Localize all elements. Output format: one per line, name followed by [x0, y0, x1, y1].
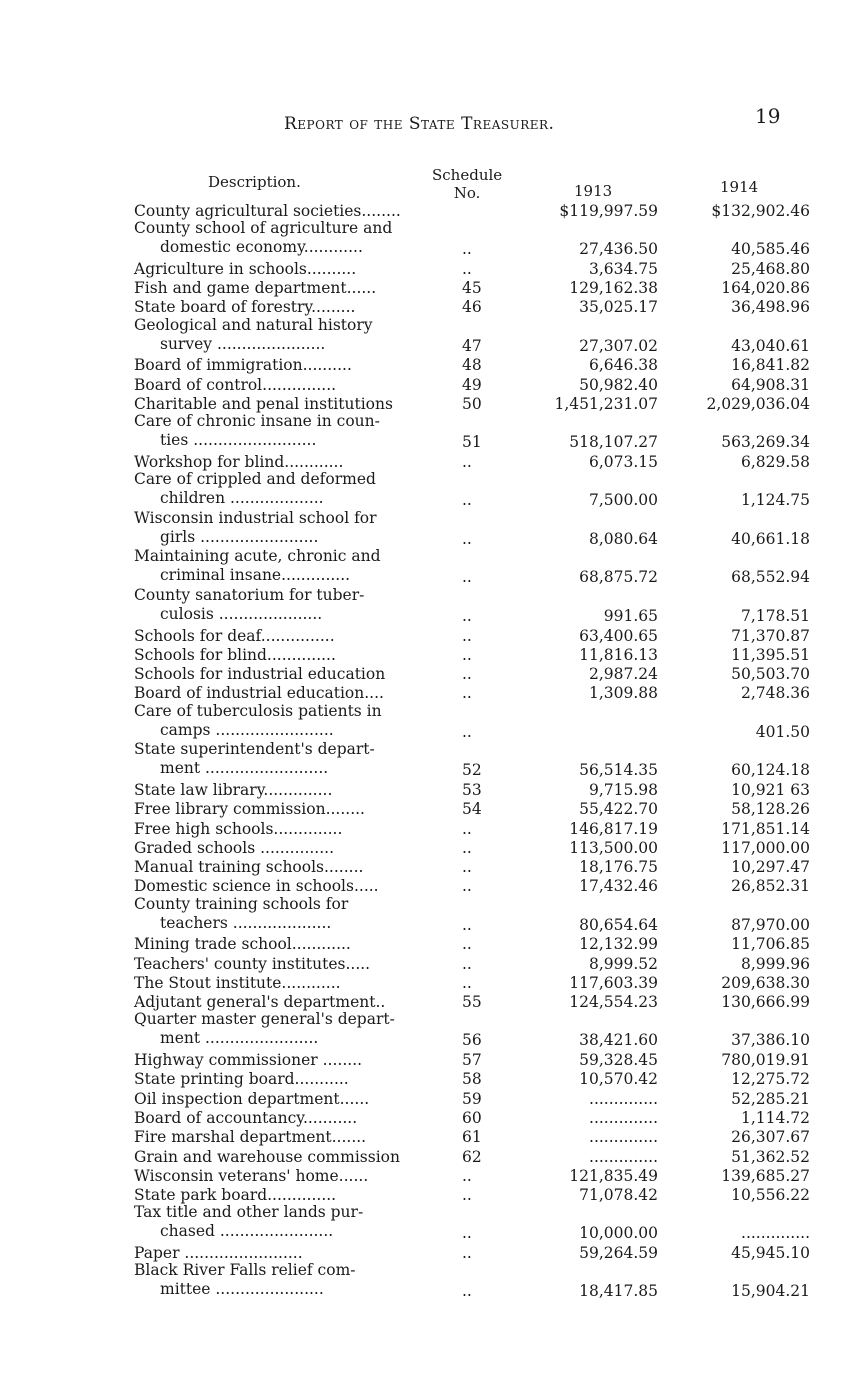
row-value-1913: 27,436.50: [579, 240, 658, 259]
row-description-line1: Teachers' county institutes.....: [134, 954, 371, 973]
row-description-line1: State park board..............: [134, 1186, 337, 1205]
row-description-line1: Highway commissioner ........: [134, 1051, 363, 1070]
row-value-1914: 139,685.27: [721, 1166, 810, 1185]
row-value-1914: 11,706.85: [731, 935, 810, 954]
table-row: [0, 470, 867, 509]
column-header-schedule-label: Schedule: [432, 166, 503, 184]
row-description-line1: Schools for blind..............: [134, 645, 336, 664]
row-value-1913: ..............: [589, 1108, 658, 1127]
table-row: [0, 509, 867, 548]
row-description-line1: Maintaining acute, chronic and: [134, 547, 381, 566]
row-value-1913: 9,715.98: [588, 780, 658, 799]
table-row: [0, 1203, 867, 1242]
row-description: [134, 376, 452, 395]
row-value-1914: 37,386.10: [731, 1031, 810, 1050]
row-description: [134, 665, 452, 684]
row-value-1914: 25,468.80: [731, 259, 810, 278]
row-description-line2: teachers ....................: [160, 913, 332, 932]
row-description-line2: criminal insane..............: [160, 566, 351, 585]
row-value-1914: 60,124.18: [731, 761, 810, 780]
row-schedule-no: 50: [462, 394, 482, 413]
row-value-1913: 121,835.49: [569, 1166, 658, 1185]
row-description: [134, 316, 452, 354]
row-description: [134, 1070, 452, 1089]
row-schedule-no: ..: [462, 606, 472, 625]
row-value-1913: 1,451,231.07: [554, 394, 658, 413]
table-row: [0, 818, 867, 837]
row-description-line1: County training schools for: [134, 894, 349, 913]
row-schedule-no: 62: [462, 1147, 482, 1166]
row-value-1914: 26,307.67: [731, 1128, 810, 1147]
row-schedule-no: ..: [462, 626, 472, 645]
row-description-line2: survey ......................: [160, 334, 326, 353]
row-value-1913: $119,997.59: [559, 202, 658, 220]
row-description-line1: County agricultural societies........: [134, 202, 401, 220]
row-value-1914: 40,661.18: [731, 529, 810, 548]
table-row: [0, 200, 867, 219]
row-schedule-no: ..: [462, 819, 472, 838]
row-schedule-no: ..: [462, 858, 472, 877]
row-description: [134, 586, 452, 624]
row-description-line2: ment .......................: [160, 1029, 319, 1048]
row-value-1913: 18,417.85: [579, 1282, 658, 1301]
row-value-1914: 50,503.70: [731, 665, 810, 684]
row-value-1914: ..............: [741, 1224, 810, 1243]
row-description-line2: chased .......................: [160, 1222, 334, 1241]
row-schedule-no: 53: [462, 780, 482, 799]
row-value-1914: 68,552.94: [731, 568, 810, 587]
row-value-1913: 7,500.00: [588, 491, 658, 510]
row-value-1914: 12,275.72: [731, 1070, 810, 1089]
row-value-1913: 35,025.17: [579, 298, 658, 317]
row-description-line1: Workshop for blind............: [134, 452, 344, 471]
row-description: [134, 1148, 452, 1167]
row-value-1913: 80,654.64: [579, 915, 658, 934]
row-value-1914: 401.50: [755, 722, 810, 741]
row-value-1914: 2,029,036.04: [706, 394, 810, 413]
row-value-1913: 63,400.65: [579, 626, 658, 645]
row-value-1913: 71,078.42: [579, 1186, 658, 1205]
row-value-1914: 40,585.46: [731, 240, 810, 259]
row-value-1913: 50,982.40: [579, 375, 658, 394]
row-value-1914: $132,902.46: [711, 202, 810, 220]
table-row: [0, 875, 867, 894]
row-value-1913: 129,162.38: [569, 279, 658, 298]
row-value-1914: 209,638.30: [721, 973, 810, 992]
row-value-1914: 64,908.31: [731, 375, 810, 394]
row-value-1914: 2,748.36: [740, 684, 810, 703]
table-row: [0, 1165, 867, 1184]
table-row: [0, 779, 867, 798]
table-body: [0, 200, 867, 1300]
row-description: [134, 740, 452, 778]
row-value-1913: 6,073.15: [588, 452, 658, 471]
row-description: [134, 1109, 452, 1128]
table-row: [0, 644, 867, 663]
row-schedule-no: ..: [462, 259, 472, 278]
row-value-1914: 16,841.82: [731, 356, 810, 375]
table-row: [0, 586, 867, 625]
row-value-1914: 563,269.34: [721, 433, 810, 452]
row-description-line1: Schools for industrial education: [134, 665, 386, 684]
table-row: [0, 258, 867, 277]
row-schedule-no: 47: [462, 336, 482, 355]
row-description: [134, 1244, 452, 1263]
row-schedule-no: ..: [462, 568, 472, 587]
row-description-line1: Schools for deaf...............: [134, 626, 335, 645]
row-value-1914: 10,556.22: [731, 1186, 810, 1205]
table-row: [0, 1088, 867, 1107]
row-value-1913: 38,421.60: [579, 1031, 658, 1050]
table-row: [0, 1261, 867, 1300]
row-description-line1: Mining trade school............: [134, 935, 351, 954]
row-description: [134, 684, 452, 703]
table-row: [0, 1107, 867, 1126]
row-schedule-no: ..: [462, 1166, 472, 1185]
row-description-line1: Board of industrial education....: [134, 684, 384, 703]
table-row: [0, 1184, 867, 1203]
row-description: [134, 1128, 452, 1147]
table-row: [0, 663, 867, 682]
table-row: [0, 856, 867, 875]
row-value-1913: 518,107.27: [569, 433, 658, 452]
row-description-line1: The Stout institute............: [134, 973, 341, 992]
row-description: [134, 1010, 452, 1048]
row-value-1913: 1,309.88: [588, 684, 658, 703]
row-value-1914: 8,999.96: [740, 954, 810, 973]
row-value-1913: 10,570.42: [579, 1070, 658, 1089]
row-description: [134, 1261, 452, 1299]
row-value-1913: ..............: [589, 1147, 658, 1166]
row-value-1914: 117,000.00: [721, 838, 810, 857]
row-value-1914: 171,851.14: [721, 819, 810, 838]
row-description: [134, 395, 452, 414]
row-description-line1: Free library commission........: [134, 800, 365, 819]
row-value-1913: 146,817.19: [569, 819, 658, 838]
table-row: [0, 219, 867, 258]
row-schedule-no: 55: [462, 993, 482, 1012]
table-row: [0, 296, 867, 315]
row-value-1914: 7,178.51: [740, 606, 810, 625]
row-value-1913: 2,987.24: [588, 665, 658, 684]
row-description-line1: Adjutant general's department..: [134, 993, 386, 1012]
row-value-1913: 991.65: [603, 606, 658, 625]
row-description: [134, 219, 452, 257]
table-row: [0, 277, 867, 296]
row-value-1913: 10,000.00: [579, 1224, 658, 1243]
row-description: [134, 646, 452, 665]
row-description: [134, 1203, 452, 1241]
row-description: [134, 1167, 452, 1186]
table-row: [0, 1126, 867, 1145]
page-title: Report of the State Treasurer.: [284, 114, 555, 134]
row-value-1913: 3,634.75: [588, 259, 658, 278]
row-description-line1: Geological and natural history: [134, 315, 373, 334]
row-description-line1: Graded schools ...............: [134, 838, 335, 857]
row-description-line1: County sanatorium for tuber-: [134, 585, 365, 604]
row-schedule-no: ..: [462, 491, 472, 510]
row-description-line1: County school of agriculture and: [134, 219, 393, 238]
row-description-line2: culosis .....................: [160, 604, 323, 623]
column-header-schedule: [432, 166, 502, 202]
row-description: [134, 820, 452, 839]
row-schedule-no: 49: [462, 375, 482, 394]
row-description-line1: Wisconsin veterans' home......: [134, 1166, 369, 1185]
row-description: [134, 877, 452, 896]
column-header-1913: 1913: [574, 182, 613, 200]
row-schedule-no: 48: [462, 356, 482, 375]
row-value-1913: 55,422.70: [579, 800, 658, 819]
row-value-1913: ..............: [589, 1128, 658, 1147]
row-value-1913: 59,264.59: [579, 1244, 658, 1263]
row-description: [134, 955, 452, 974]
row-schedule-no: ..: [462, 1224, 472, 1243]
row-description-line1: State law library..............: [134, 780, 333, 799]
row-description-line1: Oil inspection department......: [134, 1089, 370, 1108]
row-value-1914: 71,370.87: [731, 626, 810, 645]
row-value-1914: 10,921 63: [731, 780, 810, 799]
row-description-line1: Care of chronic insane in coun-: [134, 412, 380, 431]
row-description-line2: girls ........................: [160, 527, 319, 546]
row-description: [134, 781, 452, 800]
row-schedule-no: 46: [462, 298, 482, 317]
table-row: [0, 1068, 867, 1087]
row-description-line1: Domestic science in schools.....: [134, 877, 379, 896]
table-row: [0, 412, 867, 451]
row-schedule-no: 58: [462, 1070, 482, 1089]
page-number: 19: [755, 104, 781, 128]
row-description: [134, 298, 452, 317]
table-row: [0, 972, 867, 991]
row-schedule-no: ..: [462, 915, 472, 934]
row-description-line1: State printing board...........: [134, 1070, 349, 1089]
table-row: [0, 393, 867, 412]
row-value-1913: 124,554.23: [569, 993, 658, 1012]
row-description-line1: Board of accountancy...........: [134, 1108, 358, 1127]
row-value-1913: 113,500.00: [569, 838, 658, 857]
row-description-line1: Fish and game department......: [134, 279, 377, 298]
row-description: [134, 839, 452, 858]
page-header: [0, 104, 867, 134]
row-description: [134, 453, 452, 472]
row-value-1913: 18,176.75: [579, 858, 658, 877]
row-description: [134, 470, 452, 508]
row-value-1914: 87,970.00: [731, 915, 810, 934]
row-value-1914: 10,297.47: [731, 858, 810, 877]
column-header-1914: 1914: [720, 178, 759, 196]
row-value-1913: 117,603.39: [569, 973, 658, 992]
table-row: [0, 374, 867, 393]
row-value-1913: 6,646.38: [588, 356, 658, 375]
row-description: [134, 800, 452, 819]
row-schedule-no: ..: [462, 954, 472, 973]
row-description-line1: Grain and warehouse commission: [134, 1147, 400, 1166]
row-schedule-no: ..: [462, 722, 472, 741]
row-description: [134, 993, 452, 1012]
row-schedule-no: 56: [462, 1031, 482, 1050]
table-row: [0, 354, 867, 373]
row-value-1914: 58,128.26: [731, 800, 810, 819]
row-description: [134, 412, 452, 450]
row-description-line1: Board of immigration..........: [134, 356, 352, 375]
row-description-line2: ment .........................: [160, 759, 329, 778]
row-schedule-no: ..: [462, 1244, 472, 1263]
row-value-1913: 12,132.99: [579, 935, 658, 954]
row-schedule-no: ..: [462, 529, 472, 548]
row-value-1914: 51,362.52: [731, 1147, 810, 1166]
table-row: [0, 1146, 867, 1165]
row-schedule-no: ..: [462, 935, 472, 954]
table-row: [0, 953, 867, 972]
row-description-line1: Free high schools..............: [134, 819, 343, 838]
row-description-line1: Tax title and other lands pur-: [134, 1203, 364, 1222]
row-description: [134, 547, 452, 585]
row-schedule-no: ..: [462, 838, 472, 857]
row-value-1914: 6,829.58: [740, 452, 810, 471]
table-row: [0, 1010, 867, 1049]
table-row: [0, 1049, 867, 1068]
table-row: [0, 837, 867, 856]
row-value-1913: 8,080.64: [588, 529, 658, 548]
row-description: [134, 974, 452, 993]
row-schedule-no: ..: [462, 665, 472, 684]
row-value-1913: 17,432.46: [579, 877, 658, 896]
row-description-line1: Quarter master general's depart-: [134, 1010, 395, 1029]
row-schedule-no: 45: [462, 279, 482, 298]
row-description: [134, 1090, 452, 1109]
row-value-1913: 8,999.52: [588, 954, 658, 973]
row-description-line1: State superintendent's depart-: [134, 740, 375, 759]
row-description-line2: children ...................: [160, 489, 324, 508]
row-schedule-no: ..: [462, 452, 472, 471]
table-row: [0, 991, 867, 1010]
row-value-1914: 43,040.61: [731, 336, 810, 355]
row-value-1914: 36,498.96: [731, 298, 810, 317]
row-description-line1: Care of tuberculosis patients in: [134, 701, 382, 720]
row-description: [134, 858, 452, 877]
row-schedule-no: ..: [462, 1186, 472, 1205]
table-row: [0, 740, 867, 779]
table-row: [0, 682, 867, 701]
row-description-line2: mittee ......................: [160, 1280, 324, 1299]
column-header-description: Description.: [208, 173, 301, 191]
row-description: [134, 1051, 452, 1070]
table-row: [0, 1242, 867, 1261]
row-description-line1: Fire marshal department.......: [134, 1128, 367, 1147]
row-value-1914: 164,020.86: [721, 279, 810, 298]
row-description: [134, 895, 452, 933]
row-description-line2: camps ........................: [160, 720, 334, 739]
row-value-1914: 26,852.31: [731, 877, 810, 896]
column-header-schedule-no: No.: [453, 184, 481, 202]
table-row: [0, 625, 867, 644]
row-description: [134, 509, 452, 547]
row-value-1913: 27,307.02: [579, 336, 658, 355]
row-description-line1: Agriculture in schools..........: [134, 259, 357, 278]
row-description-line2: domestic economy............: [160, 238, 363, 257]
row-value-1913: 59,328.45: [579, 1051, 658, 1070]
row-value-1914: 52,285.21: [731, 1089, 810, 1108]
row-schedule-no: 61: [462, 1128, 482, 1147]
table-row: [0, 451, 867, 470]
row-description: [134, 202, 452, 221]
table-row: [0, 702, 867, 741]
row-description-line1: Manual training schools........: [134, 858, 364, 877]
row-description: [134, 627, 452, 646]
row-description: [134, 1186, 452, 1205]
row-description-line2: ties .........................: [160, 431, 317, 450]
row-schedule-no: 60: [462, 1108, 482, 1127]
row-schedule-no: 57: [462, 1051, 482, 1070]
row-schedule-no: ..: [462, 240, 472, 259]
row-value-1914: 1,114.72: [740, 1108, 810, 1127]
table-row: [0, 798, 867, 817]
row-schedule-no: 52: [462, 761, 482, 780]
row-schedule-no: ..: [462, 1282, 472, 1301]
table-row: [0, 895, 867, 934]
row-description-line1: State board of forestry.........: [134, 298, 356, 317]
row-description-line1: Charitable and penal institutions: [134, 394, 393, 413]
row-description-line1: Wisconsin industrial school for: [134, 508, 377, 527]
row-value-1914: 11,395.51: [731, 645, 810, 664]
row-schedule-no: 59: [462, 1089, 482, 1108]
row-value-1913: 11,816.13: [579, 645, 658, 664]
row-description: [134, 356, 452, 375]
row-description-line1: Board of control...............: [134, 375, 337, 394]
row-schedule-no: ..: [462, 645, 472, 664]
row-schedule-no: ..: [462, 684, 472, 703]
row-schedule-no: 54: [462, 800, 482, 819]
row-value-1913: 68,875.72: [579, 568, 658, 587]
row-description: [134, 935, 452, 954]
row-description: [134, 260, 452, 279]
table-row: [0, 547, 867, 586]
row-value-1913: 56,514.35: [579, 761, 658, 780]
row-schedule-no: 51: [462, 433, 482, 452]
row-description-line1: Paper ........................: [134, 1244, 303, 1263]
row-description-line1: Care of crippled and deformed: [134, 470, 376, 489]
row-schedule-no: ..: [462, 877, 472, 896]
row-schedule-no: ..: [462, 973, 472, 992]
row-description-line1: Black River Falls relief com-: [134, 1261, 356, 1280]
row-value-1914: 1,124.75: [740, 491, 810, 510]
row-value-1914: 45,945.10: [731, 1244, 810, 1263]
row-description: [134, 702, 452, 740]
row-value-1913: ..............: [589, 1089, 658, 1108]
row-value-1914: 15,904.21: [731, 1282, 810, 1301]
table-row: [0, 316, 867, 355]
row-value-1914: 780,019.91: [721, 1051, 810, 1070]
row-value-1914: 130,666.99: [721, 993, 810, 1012]
table-row: [0, 933, 867, 952]
row-description: [134, 279, 452, 298]
